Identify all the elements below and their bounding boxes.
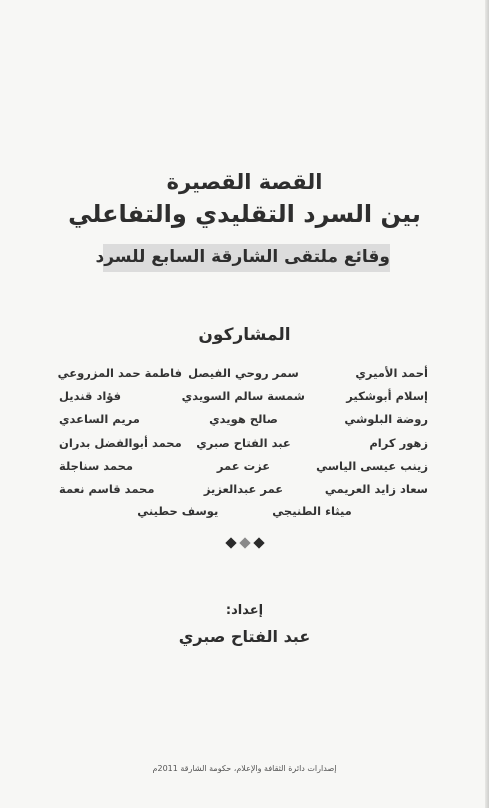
participant-name: محمد قاسم نعمة [59,482,155,497]
participants-heading: المشاركون [198,325,291,345]
participant-name: عزت عمر [216,458,271,473]
participant-name: فؤاد قنديل [59,388,122,403]
participants-last-row [0,504,489,518]
diamond-icon [253,537,264,548]
participant-name: محمد أبوالفضل بدران [59,435,182,450]
participant-name: إسلام أبوشكير [346,388,428,403]
participants-row [58,431,428,454]
participant-name: أحمد الأميري [355,365,428,380]
title-line-3: وقائع ملتقى الشارقة السابع للسرد [95,247,390,267]
participants-row [58,454,428,477]
participant-name: روضة البلوشي [344,412,428,427]
title-line-2: بين السرد التقليدي والتفاعلي [68,200,421,228]
participants-row [58,384,428,407]
participant-name: عبد الفتاح صبري [196,435,291,450]
participants-grid [58,361,428,501]
page-edge [485,0,489,808]
prepared-by-label: إعداد: [225,603,264,618]
diamond-ornament [0,532,489,551]
diamond-icon [239,537,250,548]
participant-name: شمسة سالم السويدي [181,388,305,403]
participant-name: مريم الساعدي [59,412,140,427]
publisher-line: إصدارات دائرة الثقافة والإعلام، حكومة الشارقة 2011م [152,764,337,773]
participant-name: ميثاء الطنيجي [272,504,352,518]
participant-name: فاطمة حمد المزروعي [57,365,182,380]
participant-name: محمد سناجلة [59,458,134,473]
participant-name: سعاد زايد العريمي [324,482,428,497]
participant-name: زهور كرام [369,435,428,450]
editor-name: عبد الفتاح صبري [178,627,311,646]
title-line-1: القصة القصيرة [166,170,323,194]
diamond-icon [225,537,236,548]
participant-name: يوسف حطيني [137,504,219,518]
participant-name: عمر عبدالعزيز [203,482,284,497]
participant-name: سمر روحي الفيصل [188,365,299,380]
participants-row [58,408,428,431]
participant-name: زينب عيسى الياسي [316,458,428,473]
participants-row [58,361,428,384]
participants-row [58,477,428,500]
participant-name: صالح هويدي [209,412,278,427]
